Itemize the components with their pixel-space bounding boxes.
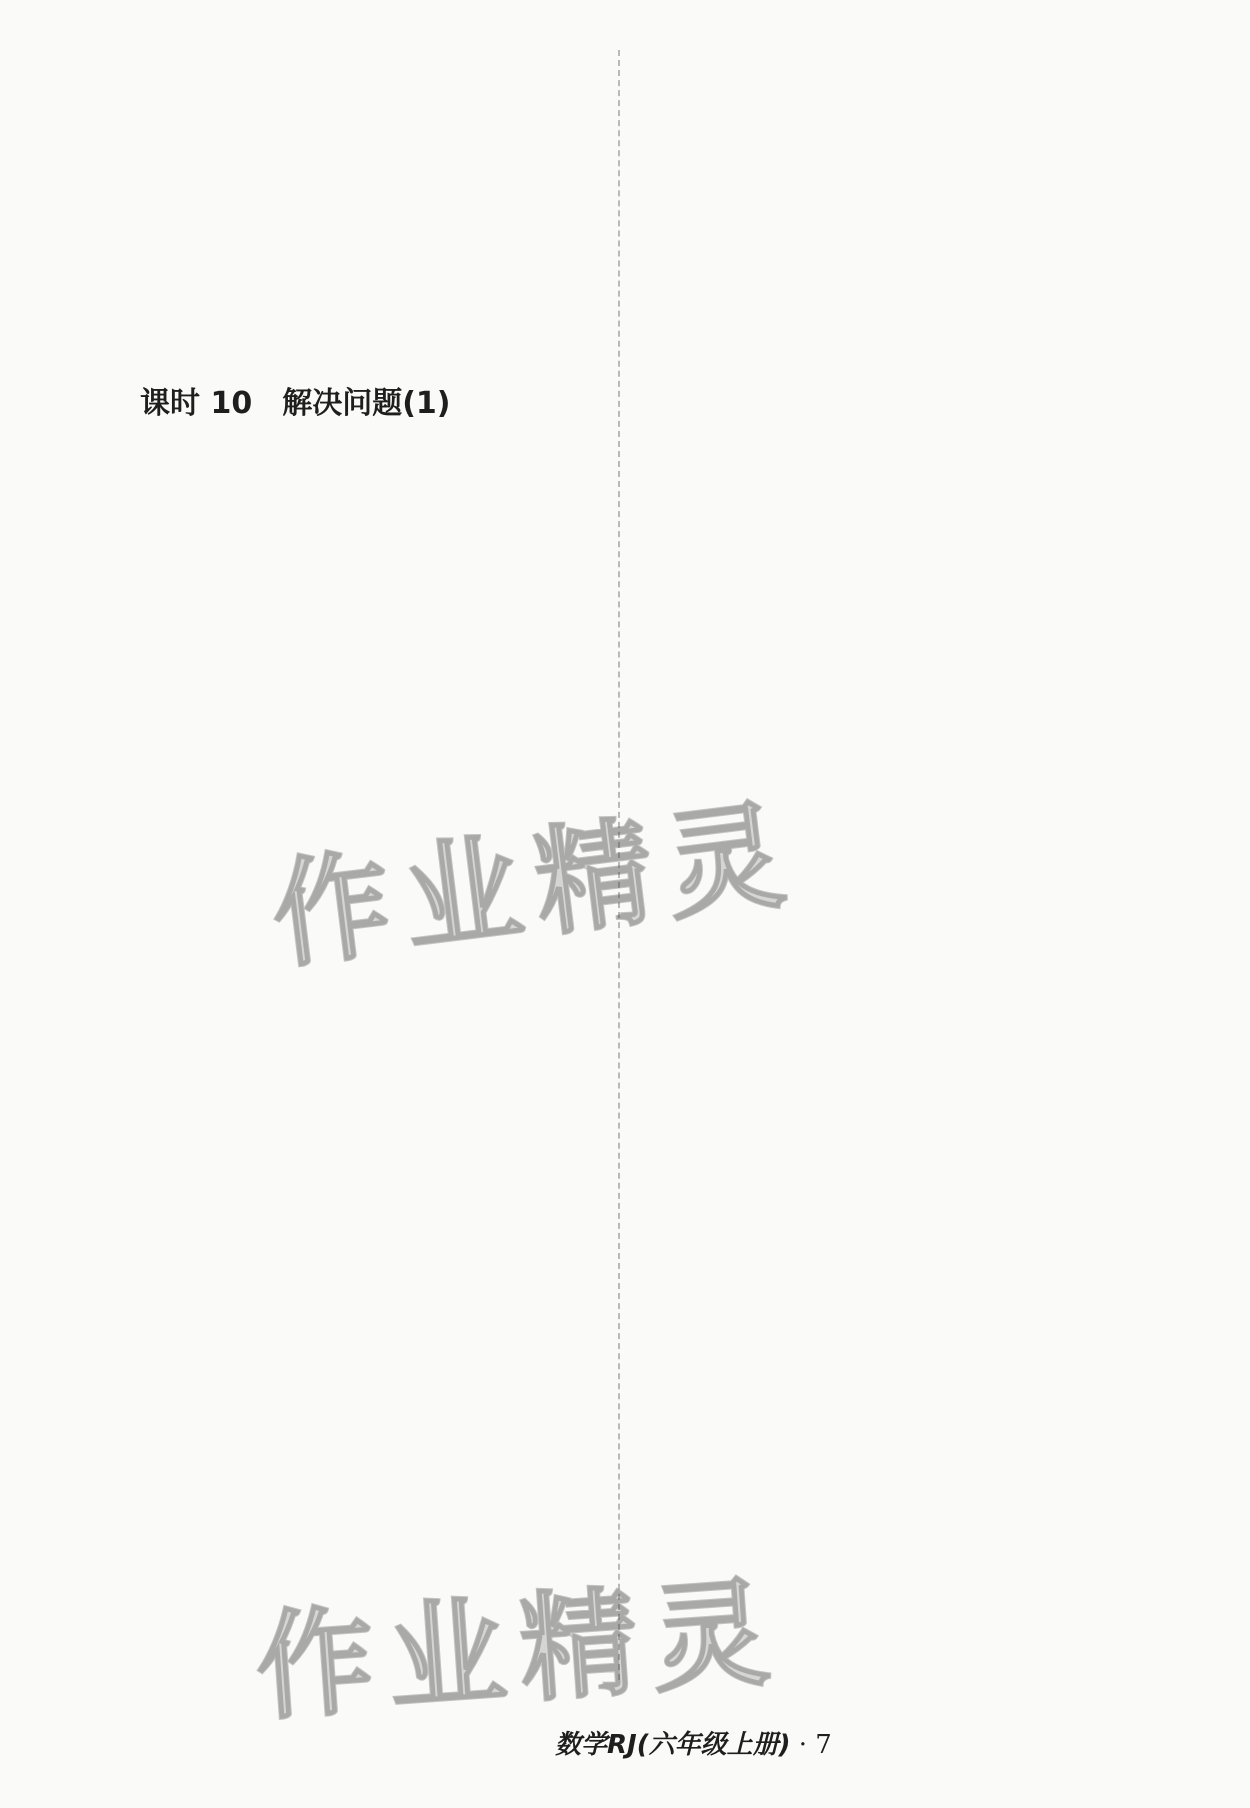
lesson-title: 课时 10 解决问题(1) bbox=[140, 386, 451, 421]
footer-subject: 数学RJ(六年级上册) bbox=[555, 1730, 791, 1760]
page-footer: 数学RJ(六年级上册) · 7 bbox=[555, 1730, 832, 1760]
page-number: 7 bbox=[815, 1730, 832, 1760]
watermark: 作业精灵 bbox=[264, 784, 806, 986]
watermark: 作业精灵 bbox=[251, 1562, 788, 1738]
column-divider bbox=[618, 50, 620, 1680]
